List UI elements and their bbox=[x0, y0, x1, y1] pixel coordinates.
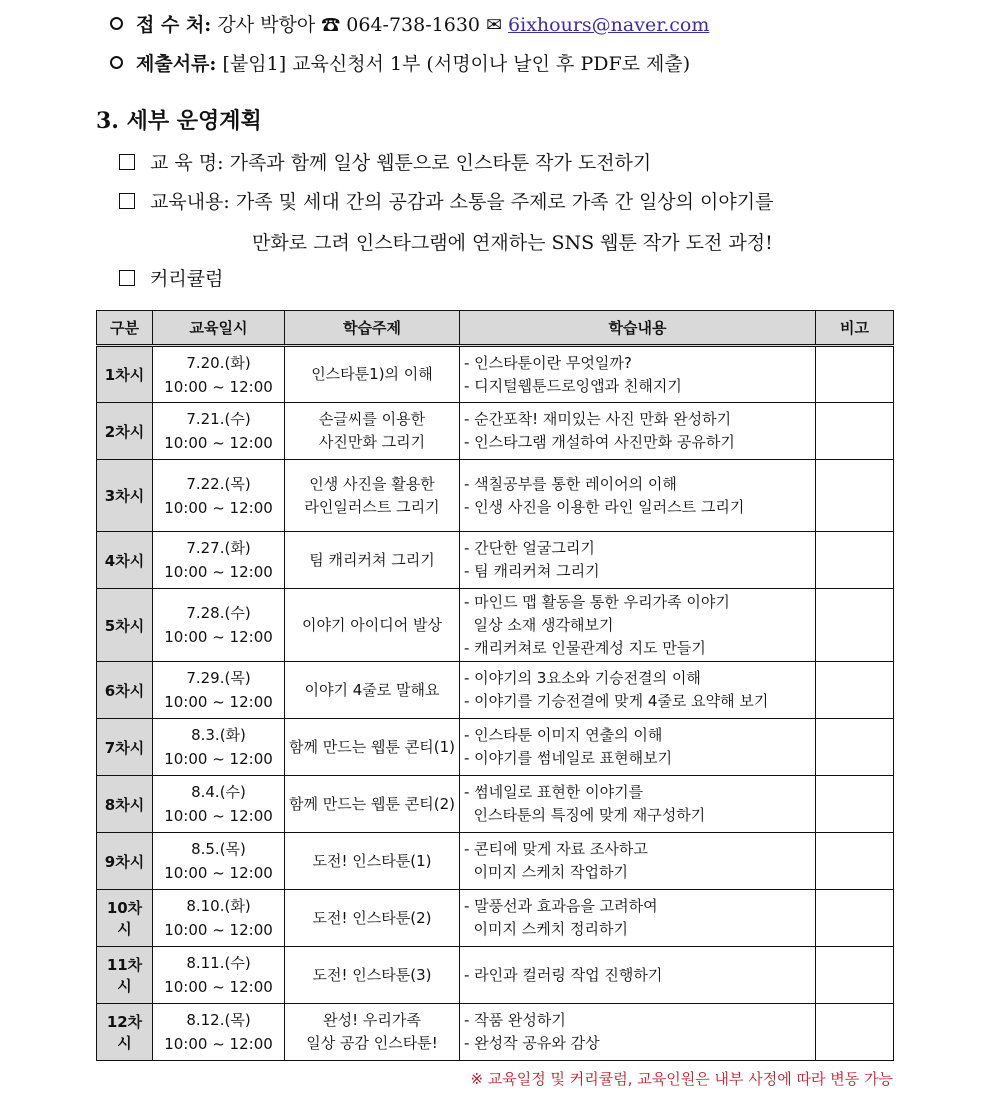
table-row bbox=[97, 589, 894, 662]
session-topic bbox=[285, 460, 460, 532]
session-time: 10:00 ~ 12:00 bbox=[164, 628, 273, 646]
content-line: - 완성작 공유와 감상 bbox=[464, 1034, 600, 1052]
content-line: - 라인과 컬러링 작업 진행하기 bbox=[464, 965, 663, 984]
header-division: 구분 bbox=[97, 311, 153, 346]
reception-contact: 강사 박항아 bbox=[217, 14, 316, 36]
table-row bbox=[97, 662, 894, 719]
session-time: 10:00 ~ 12:00 bbox=[164, 563, 273, 581]
checkbox-square-icon bbox=[119, 270, 135, 286]
session-number: 3차시 bbox=[97, 460, 153, 532]
content-line: - 인스타툰이란 무엇일까? bbox=[464, 353, 632, 372]
session-content bbox=[460, 719, 816, 776]
session-remarks bbox=[816, 403, 894, 460]
session-time: 10:00 ~ 12:00 bbox=[164, 377, 273, 396]
header-topic: 학습주제 bbox=[285, 311, 460, 346]
session-time: 10:00 ~ 12:00 bbox=[164, 750, 273, 768]
topic-line: 일상 공감 인스타툰! bbox=[306, 1034, 438, 1052]
session-remarks bbox=[816, 662, 894, 719]
session-content bbox=[460, 589, 816, 662]
session-datetime bbox=[153, 589, 285, 662]
topic-line: 이야기 4줄로 말해요 bbox=[304, 680, 440, 699]
session-date: 8.4.(수) bbox=[191, 783, 246, 801]
reception-line bbox=[136, 10, 709, 37]
email-icon: ✉ bbox=[486, 14, 502, 36]
content-line: - 마인드 맵 활동을 통한 우리가족 이야기 bbox=[464, 592, 730, 611]
circle-bullet-icon bbox=[110, 17, 123, 30]
session-time: 10:00 ~ 12:00 bbox=[164, 1035, 273, 1053]
curriculum-table bbox=[96, 310, 894, 1061]
content-line: - 인스타툰 이미지 연출의 이해 bbox=[464, 726, 663, 744]
table-row bbox=[97, 460, 894, 532]
course-name-line bbox=[150, 148, 651, 175]
session-date: 7.29.(목) bbox=[186, 669, 251, 687]
session-remarks bbox=[816, 460, 894, 532]
content-line: - 캐리커쳐로 인물관계성 지도 만들기 bbox=[464, 638, 706, 657]
table-row bbox=[97, 833, 894, 890]
session-content bbox=[460, 403, 816, 460]
session-remarks bbox=[816, 1004, 894, 1061]
topic-line: 인생 사진을 활용한 bbox=[309, 474, 435, 493]
content-line: - 색칠공부를 통한 레이어의 이해 bbox=[464, 474, 677, 493]
content-line: - 썸네일로 표현한 이야기를 bbox=[464, 783, 644, 801]
documents-label: 제출서류: bbox=[136, 53, 217, 75]
reception-email-link[interactable]: 6ixhours@naver.com bbox=[508, 14, 710, 36]
content-line: 이미지 스케치 작업하기 bbox=[464, 863, 628, 881]
session-topic bbox=[285, 532, 460, 589]
table-row bbox=[97, 1004, 894, 1061]
session-number: 7차시 bbox=[97, 719, 153, 776]
content-line: 인스타툰의 특징에 맞게 재구성하기 bbox=[464, 806, 706, 824]
table-row bbox=[97, 890, 894, 947]
session-date: 8.5.(목) bbox=[191, 840, 246, 858]
session-remarks bbox=[816, 719, 894, 776]
topic-line: 사진만화 그리기 bbox=[318, 433, 426, 451]
session-number: 8차시 bbox=[97, 776, 153, 833]
course-name-value: 가족과 함께 일상 웹툰으로 인스타툰 작가 도전하기 bbox=[229, 152, 652, 174]
content-line: - 이야기를 기승전결에 맞게 4줄로 요약해 보기 bbox=[464, 692, 769, 710]
session-datetime bbox=[153, 719, 285, 776]
session-datetime bbox=[153, 346, 285, 403]
header-datetime: 교육일시 bbox=[153, 311, 285, 346]
session-topic bbox=[285, 589, 460, 662]
course-content-line2: 만화로 그려 인스타그램에 연재하는 SNS 웹툰 작가 도전 과정! bbox=[252, 232, 773, 254]
topic-line: 도전! 인스타툰(1) bbox=[312, 851, 432, 870]
session-topic bbox=[285, 776, 460, 833]
session-time: 10:00 ~ 12:00 bbox=[164, 807, 273, 825]
session-remarks bbox=[816, 532, 894, 589]
curriculum-label: 커리큘럼 bbox=[150, 268, 224, 290]
session-date: 8.12.(목) bbox=[186, 1011, 251, 1029]
session-content bbox=[460, 460, 816, 532]
content-line: - 말풍선과 효과음을 고려하여 bbox=[464, 897, 658, 915]
session-datetime bbox=[153, 662, 285, 719]
header-content: 학습내용 bbox=[460, 311, 816, 346]
session-number: 10차시 bbox=[97, 890, 153, 947]
course-content-line bbox=[150, 187, 773, 214]
session-date: 7.22.(목) bbox=[186, 474, 251, 493]
session-date: 7.27.(화) bbox=[186, 539, 251, 557]
session-datetime bbox=[153, 947, 285, 1004]
content-line: 일상 소재 생각해보기 bbox=[464, 615, 614, 634]
session-number: 4차시 bbox=[97, 532, 153, 589]
table-header-row bbox=[97, 311, 894, 346]
table-row bbox=[97, 719, 894, 776]
session-topic bbox=[285, 890, 460, 947]
course-content-label: 교육내용: bbox=[150, 191, 230, 213]
session-number: 9차시 bbox=[97, 833, 153, 890]
topic-line: 완성! 우리가족 bbox=[323, 1011, 421, 1029]
session-remarks bbox=[816, 776, 894, 833]
circle-bullet-icon bbox=[110, 56, 123, 69]
session-content bbox=[460, 662, 816, 719]
session-date: 7.28.(수) bbox=[186, 604, 251, 622]
table-row bbox=[97, 947, 894, 1004]
checkbox-square-icon bbox=[119, 154, 135, 170]
content-line: - 인스타그램 개설하여 사진만화 공유하기 bbox=[464, 433, 735, 451]
session-topic bbox=[285, 1004, 460, 1061]
session-date: 8.11.(수) bbox=[186, 954, 251, 972]
session-datetime bbox=[153, 403, 285, 460]
session-remarks bbox=[816, 833, 894, 890]
course-content-value: 가족 및 세대 간의 공감과 소통을 주제로 가족 간 일상의 이야기를 bbox=[235, 191, 774, 213]
content-line: - 인생 사진을 이용한 라인 일러스트 그리기 bbox=[464, 497, 745, 516]
session-time: 10:00 ~ 12:00 bbox=[164, 434, 273, 452]
section-title: 3. 세부 운영계획 bbox=[96, 108, 262, 134]
session-content bbox=[460, 833, 816, 890]
session-time: 10:00 ~ 12:00 bbox=[164, 693, 273, 711]
session-date: 8.10.(화) bbox=[186, 897, 251, 915]
content-line: - 디지털웹툰드로잉앱과 친해지기 bbox=[464, 376, 682, 395]
session-time: 10:00 ~ 12:00 bbox=[164, 864, 273, 882]
session-time: 10:00 ~ 12:00 bbox=[164, 498, 273, 517]
documents-line bbox=[136, 49, 690, 76]
content-line: - 간단한 얼굴그리기 bbox=[464, 539, 595, 557]
topic-line: 손글씨를 이용한 bbox=[318, 410, 426, 428]
session-number: 2차시 bbox=[97, 403, 153, 460]
documents-value: [붙임1] 교육신청서 1부 (서명이나 날인 후 PDF로 제출) bbox=[222, 53, 691, 75]
session-number: 6차시 bbox=[97, 662, 153, 719]
session-date: 7.21.(수) bbox=[186, 410, 251, 428]
header-remarks: 비고 bbox=[816, 311, 894, 346]
table-row bbox=[97, 346, 894, 403]
content-line: - 이야기의 3요소와 기승전결의 이해 bbox=[464, 669, 701, 687]
session-datetime bbox=[153, 890, 285, 947]
session-content bbox=[460, 346, 816, 403]
session-datetime bbox=[153, 532, 285, 589]
session-topic bbox=[285, 947, 460, 1004]
checkbox-square-icon bbox=[119, 193, 135, 209]
session-date: 8.3.(화) bbox=[191, 726, 246, 744]
session-number: 1차시 bbox=[97, 346, 153, 403]
content-line: - 이야기를 썸네일로 표현해보기 bbox=[464, 749, 673, 767]
session-content bbox=[460, 532, 816, 589]
session-content bbox=[460, 890, 816, 947]
session-topic bbox=[285, 662, 460, 719]
session-topic bbox=[285, 719, 460, 776]
table-row bbox=[97, 532, 894, 589]
topic-line: 도전! 인스타툰(2) bbox=[312, 908, 432, 927]
session-number: 5차시 bbox=[97, 589, 153, 662]
content-line: 이미지 스케치 정리하기 bbox=[464, 920, 628, 938]
session-number: 11차시 bbox=[97, 947, 153, 1004]
topic-line: 팀 캐리커쳐 그리기 bbox=[309, 550, 435, 569]
session-remarks bbox=[816, 890, 894, 947]
session-time: 10:00 ~ 12:00 bbox=[164, 921, 273, 939]
session-time: 10:00 ~ 12:00 bbox=[164, 978, 273, 996]
topic-line: 함께 만드는 웹툰 콘티(2) bbox=[289, 794, 455, 813]
topic-line: 인스타툰1)의 이해 bbox=[311, 365, 433, 383]
topic-line: 함께 만드는 웹툰 콘티(1) bbox=[289, 737, 455, 756]
session-datetime bbox=[153, 1004, 285, 1061]
session-remarks bbox=[816, 346, 894, 403]
content-line: - 작품 완성하기 bbox=[464, 1011, 566, 1029]
content-line: - 콘티에 맞게 자료 조사하고 bbox=[464, 840, 648, 858]
session-topic bbox=[285, 346, 460, 403]
session-remarks bbox=[816, 589, 894, 662]
session-datetime bbox=[153, 833, 285, 890]
footnote: ※ 교육일정 및 커리큘럼, 교육인원은 내부 사정에 따라 변동 가능 bbox=[470, 1070, 893, 1088]
content-line: - 팀 캐리커쳐 그리기 bbox=[464, 562, 600, 580]
session-topic bbox=[285, 833, 460, 890]
session-content bbox=[460, 1004, 816, 1061]
session-remarks bbox=[816, 947, 894, 1004]
table-row bbox=[97, 776, 894, 833]
session-date: 7.20.(화) bbox=[186, 353, 251, 372]
reception-label: 접 수 처: bbox=[136, 14, 212, 36]
session-number: 12차시 bbox=[97, 1004, 153, 1061]
reception-phone: 064-738-1630 bbox=[346, 14, 481, 36]
course-name-label: 교 육 명: bbox=[150, 152, 224, 174]
session-topic bbox=[285, 403, 460, 460]
topic-line: 도전! 인스타툰(3) bbox=[312, 965, 432, 984]
table-row bbox=[97, 403, 894, 460]
session-content bbox=[460, 776, 816, 833]
session-datetime bbox=[153, 460, 285, 532]
session-content bbox=[460, 947, 816, 1004]
session-datetime bbox=[153, 776, 285, 833]
topic-line: 이야기 아이디어 발상 bbox=[302, 615, 442, 634]
content-line: - 순간포착! 재미있는 사진 만화 완성하기 bbox=[464, 410, 732, 428]
topic-line: 라인일러스트 그리기 bbox=[304, 497, 440, 516]
phone-icon: ☎ bbox=[321, 14, 341, 36]
